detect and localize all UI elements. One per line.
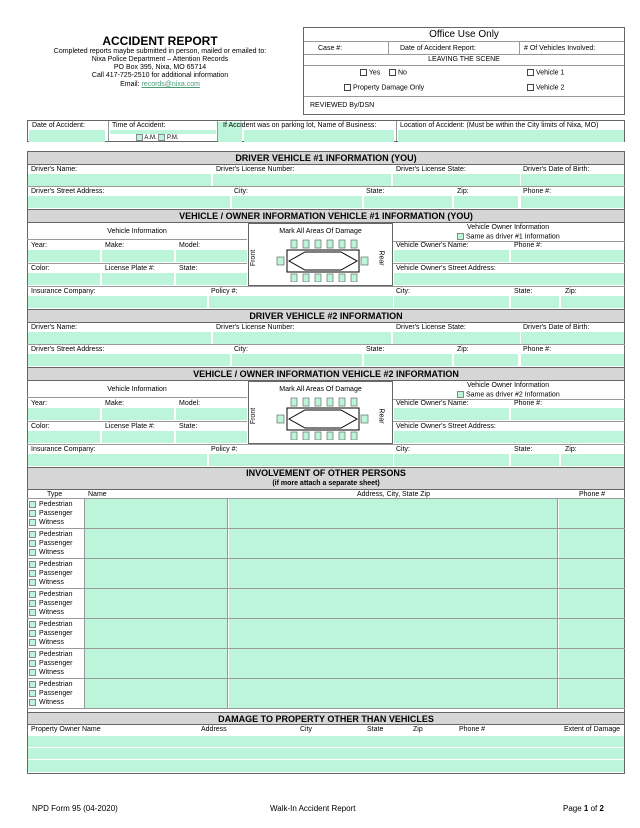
am-label: A.M. xyxy=(144,135,157,142)
property-header: DAMAGE TO PROPERTY OTHER THAN VEHICLES xyxy=(27,712,625,725)
accident-date-field[interactable] xyxy=(29,130,105,142)
v2-same-label: Same as driver #2 Information xyxy=(465,391,560,399)
v2-insurance-label: Insurance Company: xyxy=(31,446,96,453)
v1-insurance-field[interactable] xyxy=(28,296,207,308)
v1-make-label: Make: xyxy=(105,242,125,249)
d1-name-label: Driver's Name: xyxy=(31,166,78,173)
person-type-label: Pedestrian xyxy=(39,621,73,628)
v2-rear-label: Rear xyxy=(377,408,385,424)
person-type-cell xyxy=(29,680,83,707)
person-row xyxy=(27,619,625,649)
d2-name-field[interactable] xyxy=(28,332,211,344)
person-witness-checkbox[interactable] xyxy=(29,609,36,616)
person-type-cell xyxy=(29,560,83,587)
vehicle2-header: VEHICLE / OWNER INFORMATION VEHICLE #2 INFORMATION xyxy=(27,367,625,381)
vehicle1-header: VEHICLE / OWNER INFORMATION VEHICLE #1 INFORMATION (YOU) xyxy=(27,209,625,223)
header-line-2: Nixa Police Department – Attention Records xyxy=(91,56,229,63)
d1-license-field[interactable] xyxy=(213,174,391,186)
v2-plate-label: License Plate #: xyxy=(105,423,155,430)
prop-col-address: Address xyxy=(201,726,227,733)
v2-plate-field[interactable] xyxy=(102,431,174,443)
d2-city-field[interactable] xyxy=(232,354,362,366)
v1-year-field[interactable] xyxy=(28,250,100,262)
v1-oinfo-label: Vehicle Owner Information xyxy=(467,224,550,231)
driver1-header: DRIVER VEHICLE #1 INFORMATION (YOU) xyxy=(27,151,625,165)
person-passenger-checkbox[interactable] xyxy=(29,690,36,697)
v1-state2-label: State: xyxy=(514,288,533,295)
v2-owner-address-label: Vehicle Owner's Street Address: xyxy=(396,423,496,430)
d2-zip-label: Zip: xyxy=(457,346,469,353)
vehicle1-checkbox[interactable] xyxy=(527,69,534,76)
v2-owner-name-field[interactable] xyxy=(394,408,509,420)
d1-phone-label: Phone #: xyxy=(523,188,552,195)
person-pedestrian-checkbox[interactable] xyxy=(29,651,36,658)
footer-page xyxy=(563,804,604,813)
person-witness-checkbox[interactable] xyxy=(29,669,36,676)
pm-checkbox[interactable] xyxy=(158,134,165,141)
person-address-field[interactable] xyxy=(229,559,558,588)
d1-license-label: Driver's License Number: xyxy=(216,166,295,173)
v2-city-label: City: xyxy=(396,446,410,453)
accident-row xyxy=(27,120,625,142)
person-type-label: Passenger xyxy=(39,600,73,607)
person-type-label: Passenger xyxy=(39,660,73,667)
person-name-field[interactable] xyxy=(84,499,228,528)
person-type-label: Pedestrian xyxy=(39,561,73,568)
vehicle2-label: Vehicle 2 xyxy=(535,84,565,92)
v2-oinfo-label: Vehicle Owner Information xyxy=(467,382,550,389)
v1-owner-name-label: Vehicle Owner's Name: xyxy=(396,242,469,249)
person-type-label: Passenger xyxy=(39,510,73,517)
d1-zip-field[interactable] xyxy=(454,196,518,208)
v1-policy-label: Policy #: xyxy=(211,288,238,295)
person-witness-checkbox[interactable] xyxy=(29,639,36,646)
footer-form-name: Walk-In Accident Report xyxy=(270,804,356,813)
persons-rows xyxy=(27,499,625,711)
no-label: No xyxy=(397,69,407,77)
v1-make-field[interactable] xyxy=(102,250,174,262)
person-type-label: Pedestrian xyxy=(39,651,73,658)
person-phone-field[interactable] xyxy=(559,529,624,558)
v2-state2-label: State: xyxy=(514,446,533,453)
d1-name-field[interactable] xyxy=(28,174,211,186)
v2-car-diagram[interactable] xyxy=(271,396,371,440)
v2-make-field[interactable] xyxy=(102,408,174,420)
persons-title: INVOLVEMENT OF OTHER PERSONS xyxy=(246,468,406,478)
d2-state2-field[interactable] xyxy=(364,354,452,366)
driver2-section xyxy=(27,323,625,367)
person-type-label: Passenger xyxy=(39,690,73,697)
person-type-cell xyxy=(29,620,83,647)
v1-zip-field[interactable] xyxy=(561,296,624,308)
person-witness-checkbox[interactable] xyxy=(29,579,36,586)
accident-time-label: Time of Accident: xyxy=(112,122,166,129)
v1-state-field[interactable] xyxy=(176,273,247,285)
location-field[interactable] xyxy=(398,130,624,142)
v2-make-label: Make: xyxy=(105,400,125,407)
d1-address-field[interactable] xyxy=(28,196,230,208)
person-name-field[interactable] xyxy=(84,679,228,708)
v1-color-field[interactable] xyxy=(28,273,100,285)
v2-model-label: Model: xyxy=(179,400,201,407)
d2-dob-label: Driver's Date of Birth: xyxy=(523,324,590,331)
person-row xyxy=(27,649,625,679)
d2-license-label: Driver's License Number: xyxy=(216,324,295,331)
person-name-field[interactable] xyxy=(84,649,228,678)
person-type-label: Witness xyxy=(39,669,64,676)
person-type-label: Witness xyxy=(39,609,64,616)
property-row-1[interactable] xyxy=(28,736,624,747)
v2-same-checkbox[interactable] xyxy=(457,391,464,398)
person-witness-checkbox[interactable] xyxy=(29,519,36,526)
v2-model-field[interactable] xyxy=(176,408,247,420)
d1-phone-field[interactable] xyxy=(521,196,624,208)
v2-color-label: Color: xyxy=(31,423,50,430)
v2-insurance-field[interactable] xyxy=(28,454,207,466)
v1-front-label: Front xyxy=(250,249,258,267)
vehicle2-section xyxy=(27,381,625,467)
v2-year-field[interactable] xyxy=(28,408,100,420)
col-name: Name xyxy=(88,491,107,498)
person-type-label: Pedestrian xyxy=(39,501,73,508)
office-title: Office Use Only xyxy=(304,28,624,42)
person-phone-field[interactable] xyxy=(559,589,624,618)
d1-city-field[interactable] xyxy=(232,196,362,208)
v2-damage-diagram xyxy=(248,381,393,444)
v1-plate-label: License Plate #: xyxy=(105,265,155,272)
office-leaving: LEAVING THE SCENE xyxy=(428,56,500,63)
parking-field[interactable] xyxy=(244,130,394,142)
d2-name-label: Driver's Name: xyxy=(31,324,78,331)
person-passenger-checkbox[interactable] xyxy=(29,510,36,517)
person-type-cell xyxy=(29,590,83,617)
yes-label: Yes xyxy=(368,69,381,77)
location-label: Location of Accident: (Must be within the City limits of Nixa, MO) xyxy=(400,122,599,129)
d1-state2-field[interactable] xyxy=(364,196,452,208)
person-passenger-checkbox[interactable] xyxy=(29,570,36,577)
pm-label: P.M. xyxy=(167,135,179,142)
prop-col-state: State xyxy=(367,726,384,733)
property-row-2[interactable] xyxy=(28,748,624,759)
footer-page-total: 2 xyxy=(599,804,604,813)
v1-owner-phone-label: Phone #: xyxy=(514,242,543,249)
person-passenger-checkbox[interactable] xyxy=(29,630,36,637)
persons-subtitle: (if more attach a separate sheet) xyxy=(272,480,380,487)
person-address-field[interactable] xyxy=(229,679,558,708)
d2-dob-field[interactable] xyxy=(521,332,624,344)
person-type-label: Witness xyxy=(39,579,64,586)
vehicle1-label: Vehicle 1 xyxy=(535,69,565,77)
v1-city-field[interactable] xyxy=(394,296,509,308)
v1-owner-address-label: Vehicle Owner's Street Address: xyxy=(396,265,496,272)
person-address-field[interactable] xyxy=(229,589,558,618)
vehicle1-section xyxy=(27,223,625,309)
property-only-checkbox[interactable] xyxy=(344,84,351,91)
d2-city-label: City: xyxy=(234,346,248,353)
prop-col-owner: Property Owner Name xyxy=(31,726,101,733)
person-name-field[interactable] xyxy=(84,529,228,558)
prop-col-phone: Phone # xyxy=(459,726,486,733)
person-row xyxy=(27,529,625,559)
no-checkbox[interactable] xyxy=(389,69,396,76)
person-type-label: Pedestrian xyxy=(39,591,73,598)
person-type-label: Witness xyxy=(39,639,64,646)
v2-state-label: State: xyxy=(179,423,198,430)
person-type-label: Witness xyxy=(39,699,64,706)
footer-page-num: 1 xyxy=(583,804,589,813)
driver1-section xyxy=(27,165,625,209)
d2-phone-label: Phone #: xyxy=(523,346,552,353)
v2-owner-name-label: Vehicle Owner's Name: xyxy=(396,400,469,407)
d2-state2-label: State: xyxy=(366,346,385,353)
v2-owner-phone-field[interactable] xyxy=(511,408,624,420)
person-witness-checkbox[interactable] xyxy=(29,699,36,706)
v1-model-field[interactable] xyxy=(176,250,247,262)
v2-policy-field[interactable] xyxy=(209,454,393,466)
v1-rear-label: Rear xyxy=(377,250,385,266)
persons-header xyxy=(27,467,625,490)
v2-zip-field[interactable] xyxy=(561,454,624,466)
person-phone-field[interactable] xyxy=(559,649,624,678)
vehicle2-checkbox[interactable] xyxy=(527,84,534,91)
v1-state2-field[interactable] xyxy=(511,296,559,308)
person-address-field[interactable] xyxy=(229,649,558,678)
report-title: ACCIDENT REPORT xyxy=(102,34,218,48)
office-date: Date of Accident Report: xyxy=(400,45,476,52)
property-row-3[interactable] xyxy=(28,760,624,772)
footer-page-label: Page xyxy=(563,804,584,813)
person-name-field[interactable] xyxy=(84,619,228,648)
driver2-header: DRIVER VEHICLE #2 INFORMATION xyxy=(27,309,625,323)
v1-year-label: Year: xyxy=(31,242,48,249)
yes-checkbox[interactable] xyxy=(360,69,367,76)
d1-address-label: Driver's Street Address: xyxy=(31,188,105,195)
v2-front-label: Front xyxy=(250,407,258,425)
d1-state2-label: State: xyxy=(366,188,385,195)
email-link[interactable]: records@nixa.com xyxy=(141,81,200,88)
prop-col-extent: Extent of Damage xyxy=(564,726,621,733)
report-header xyxy=(40,34,280,89)
v2-state-field[interactable] xyxy=(176,431,247,443)
d2-zip-field[interactable] xyxy=(454,354,518,366)
col-phone: Phone # xyxy=(579,491,606,498)
v1-insurance-label: Insurance Company: xyxy=(31,288,96,295)
v1-owner-address-field[interactable] xyxy=(394,273,624,285)
d1-state-field[interactable] xyxy=(393,174,520,186)
v1-policy-field[interactable] xyxy=(209,296,393,308)
d2-license-field[interactable] xyxy=(213,332,391,344)
person-name-field[interactable] xyxy=(84,589,228,618)
v1-same-checkbox[interactable] xyxy=(457,233,464,240)
footer-form-number: NPD Form 95 (04-2020) xyxy=(32,804,118,813)
person-row xyxy=(27,499,625,529)
property-columns xyxy=(27,725,625,735)
person-pedestrian-checkbox[interactable] xyxy=(29,621,36,628)
person-phone-field[interactable] xyxy=(559,499,624,528)
header-line-1: Completed reports maybe submitted in person, mailed or emailed to: xyxy=(53,48,267,55)
v2-owner-address-field[interactable] xyxy=(394,431,624,443)
d1-dob-label: Driver's Date of Birth: xyxy=(523,166,590,173)
d1-state-label: Driver's License State: xyxy=(396,166,466,173)
person-pedestrian-checkbox[interactable] xyxy=(29,681,36,688)
header-line-3: PO Box 395, Nixa, MO 65714 xyxy=(113,64,207,71)
person-row xyxy=(27,679,625,709)
person-type-label: Pedestrian xyxy=(39,531,73,538)
d2-state-label: Driver's License State: xyxy=(396,324,466,331)
person-row xyxy=(27,589,625,619)
person-address-field[interactable] xyxy=(229,499,558,528)
v2-year-label: Year: xyxy=(31,400,48,407)
v1-plate-field[interactable] xyxy=(102,273,174,285)
d1-city-label: City: xyxy=(234,188,248,195)
v2-policy-label: Policy #: xyxy=(211,446,238,453)
person-phone-field[interactable] xyxy=(559,619,624,648)
v1-car-diagram[interactable] xyxy=(271,238,371,282)
v2-state2-field[interactable] xyxy=(511,454,559,466)
person-type-label: Passenger xyxy=(39,630,73,637)
person-row xyxy=(27,559,625,589)
v1-zip-label: Zip: xyxy=(565,288,577,295)
person-address-field[interactable] xyxy=(229,529,558,558)
d2-state-field[interactable] xyxy=(393,332,520,344)
v2-city-field[interactable] xyxy=(394,454,509,466)
d2-phone-field[interactable] xyxy=(521,354,624,366)
office-vehicles: # Of Vehicles Involved: xyxy=(524,45,596,52)
prop-col-city: City xyxy=(300,726,313,733)
person-type-cell xyxy=(29,650,83,677)
person-pedestrian-checkbox[interactable] xyxy=(29,591,36,598)
v1-state-label: State: xyxy=(179,265,198,272)
header-line-4: Call 417-725-2510 for additional information xyxy=(91,72,229,79)
person-witness-checkbox[interactable] xyxy=(29,549,36,556)
property-only-label: Property Damage Only xyxy=(352,84,425,92)
person-name-field[interactable] xyxy=(84,559,228,588)
person-pedestrian-checkbox[interactable] xyxy=(29,531,36,538)
v1-model-label: Model: xyxy=(179,242,201,249)
person-type-label: Passenger xyxy=(39,570,73,577)
parking-label: If Accident was on parking lot, Name of Business: xyxy=(223,122,377,129)
person-passenger-checkbox[interactable] xyxy=(29,540,36,547)
footer-of: of xyxy=(588,804,600,813)
v1-damage-diagram xyxy=(248,223,393,286)
d1-dob-field[interactable] xyxy=(521,174,624,186)
prop-col-zip: Zip xyxy=(413,726,423,733)
person-type-label: Witness xyxy=(39,549,64,556)
v1-owner-name-field[interactable] xyxy=(394,250,509,262)
v1-vinfo-label: Vehicle Information xyxy=(107,228,167,235)
office-reviewed: REVIEWED By/DSN xyxy=(310,102,375,109)
person-address-field[interactable] xyxy=(229,619,558,648)
person-type-label: Passenger xyxy=(39,540,73,547)
v2-color-field[interactable] xyxy=(28,431,100,443)
col-address: Address, City, State Zip xyxy=(357,491,431,498)
person-pedestrian-checkbox[interactable] xyxy=(29,561,36,568)
d1-zip-label: Zip: xyxy=(457,188,469,195)
v1-mark-label: Mark All Areas Of Damage xyxy=(279,228,362,235)
col-type: Type xyxy=(47,491,63,498)
v2-zip-label: Zip: xyxy=(565,446,577,453)
persons-columns xyxy=(27,490,625,499)
v2-vinfo-label: Vehicle Information xyxy=(107,386,167,393)
d2-address-label: Driver's Street Address: xyxy=(31,346,105,353)
v2-owner-phone-label: Phone #: xyxy=(514,400,543,407)
person-passenger-checkbox[interactable] xyxy=(29,600,36,607)
v1-color-label: Color: xyxy=(31,265,50,272)
person-type-cell xyxy=(29,500,83,527)
person-passenger-checkbox[interactable] xyxy=(29,660,36,667)
office-use-box xyxy=(303,27,625,115)
v1-city-label: City: xyxy=(396,288,410,295)
email-label: Email: xyxy=(120,81,140,88)
person-type-cell xyxy=(29,530,83,557)
person-phone-field[interactable] xyxy=(559,559,624,588)
person-type-label: Pedestrian xyxy=(39,681,73,688)
person-pedestrian-checkbox[interactable] xyxy=(29,501,36,508)
person-phone-field[interactable] xyxy=(559,679,624,708)
v1-same-label: Same as driver #1 Information xyxy=(465,233,560,241)
office-case: Case #: xyxy=(318,45,343,52)
v1-owner-phone-field[interactable] xyxy=(511,250,624,262)
v2-mark-label: Mark All Areas Of Damage xyxy=(279,386,362,393)
am-checkbox[interactable] xyxy=(136,134,143,141)
accident-date-label: Date of Accident: xyxy=(32,122,85,129)
d2-address-field[interactable] xyxy=(28,354,230,366)
person-type-label: Witness xyxy=(39,519,64,526)
